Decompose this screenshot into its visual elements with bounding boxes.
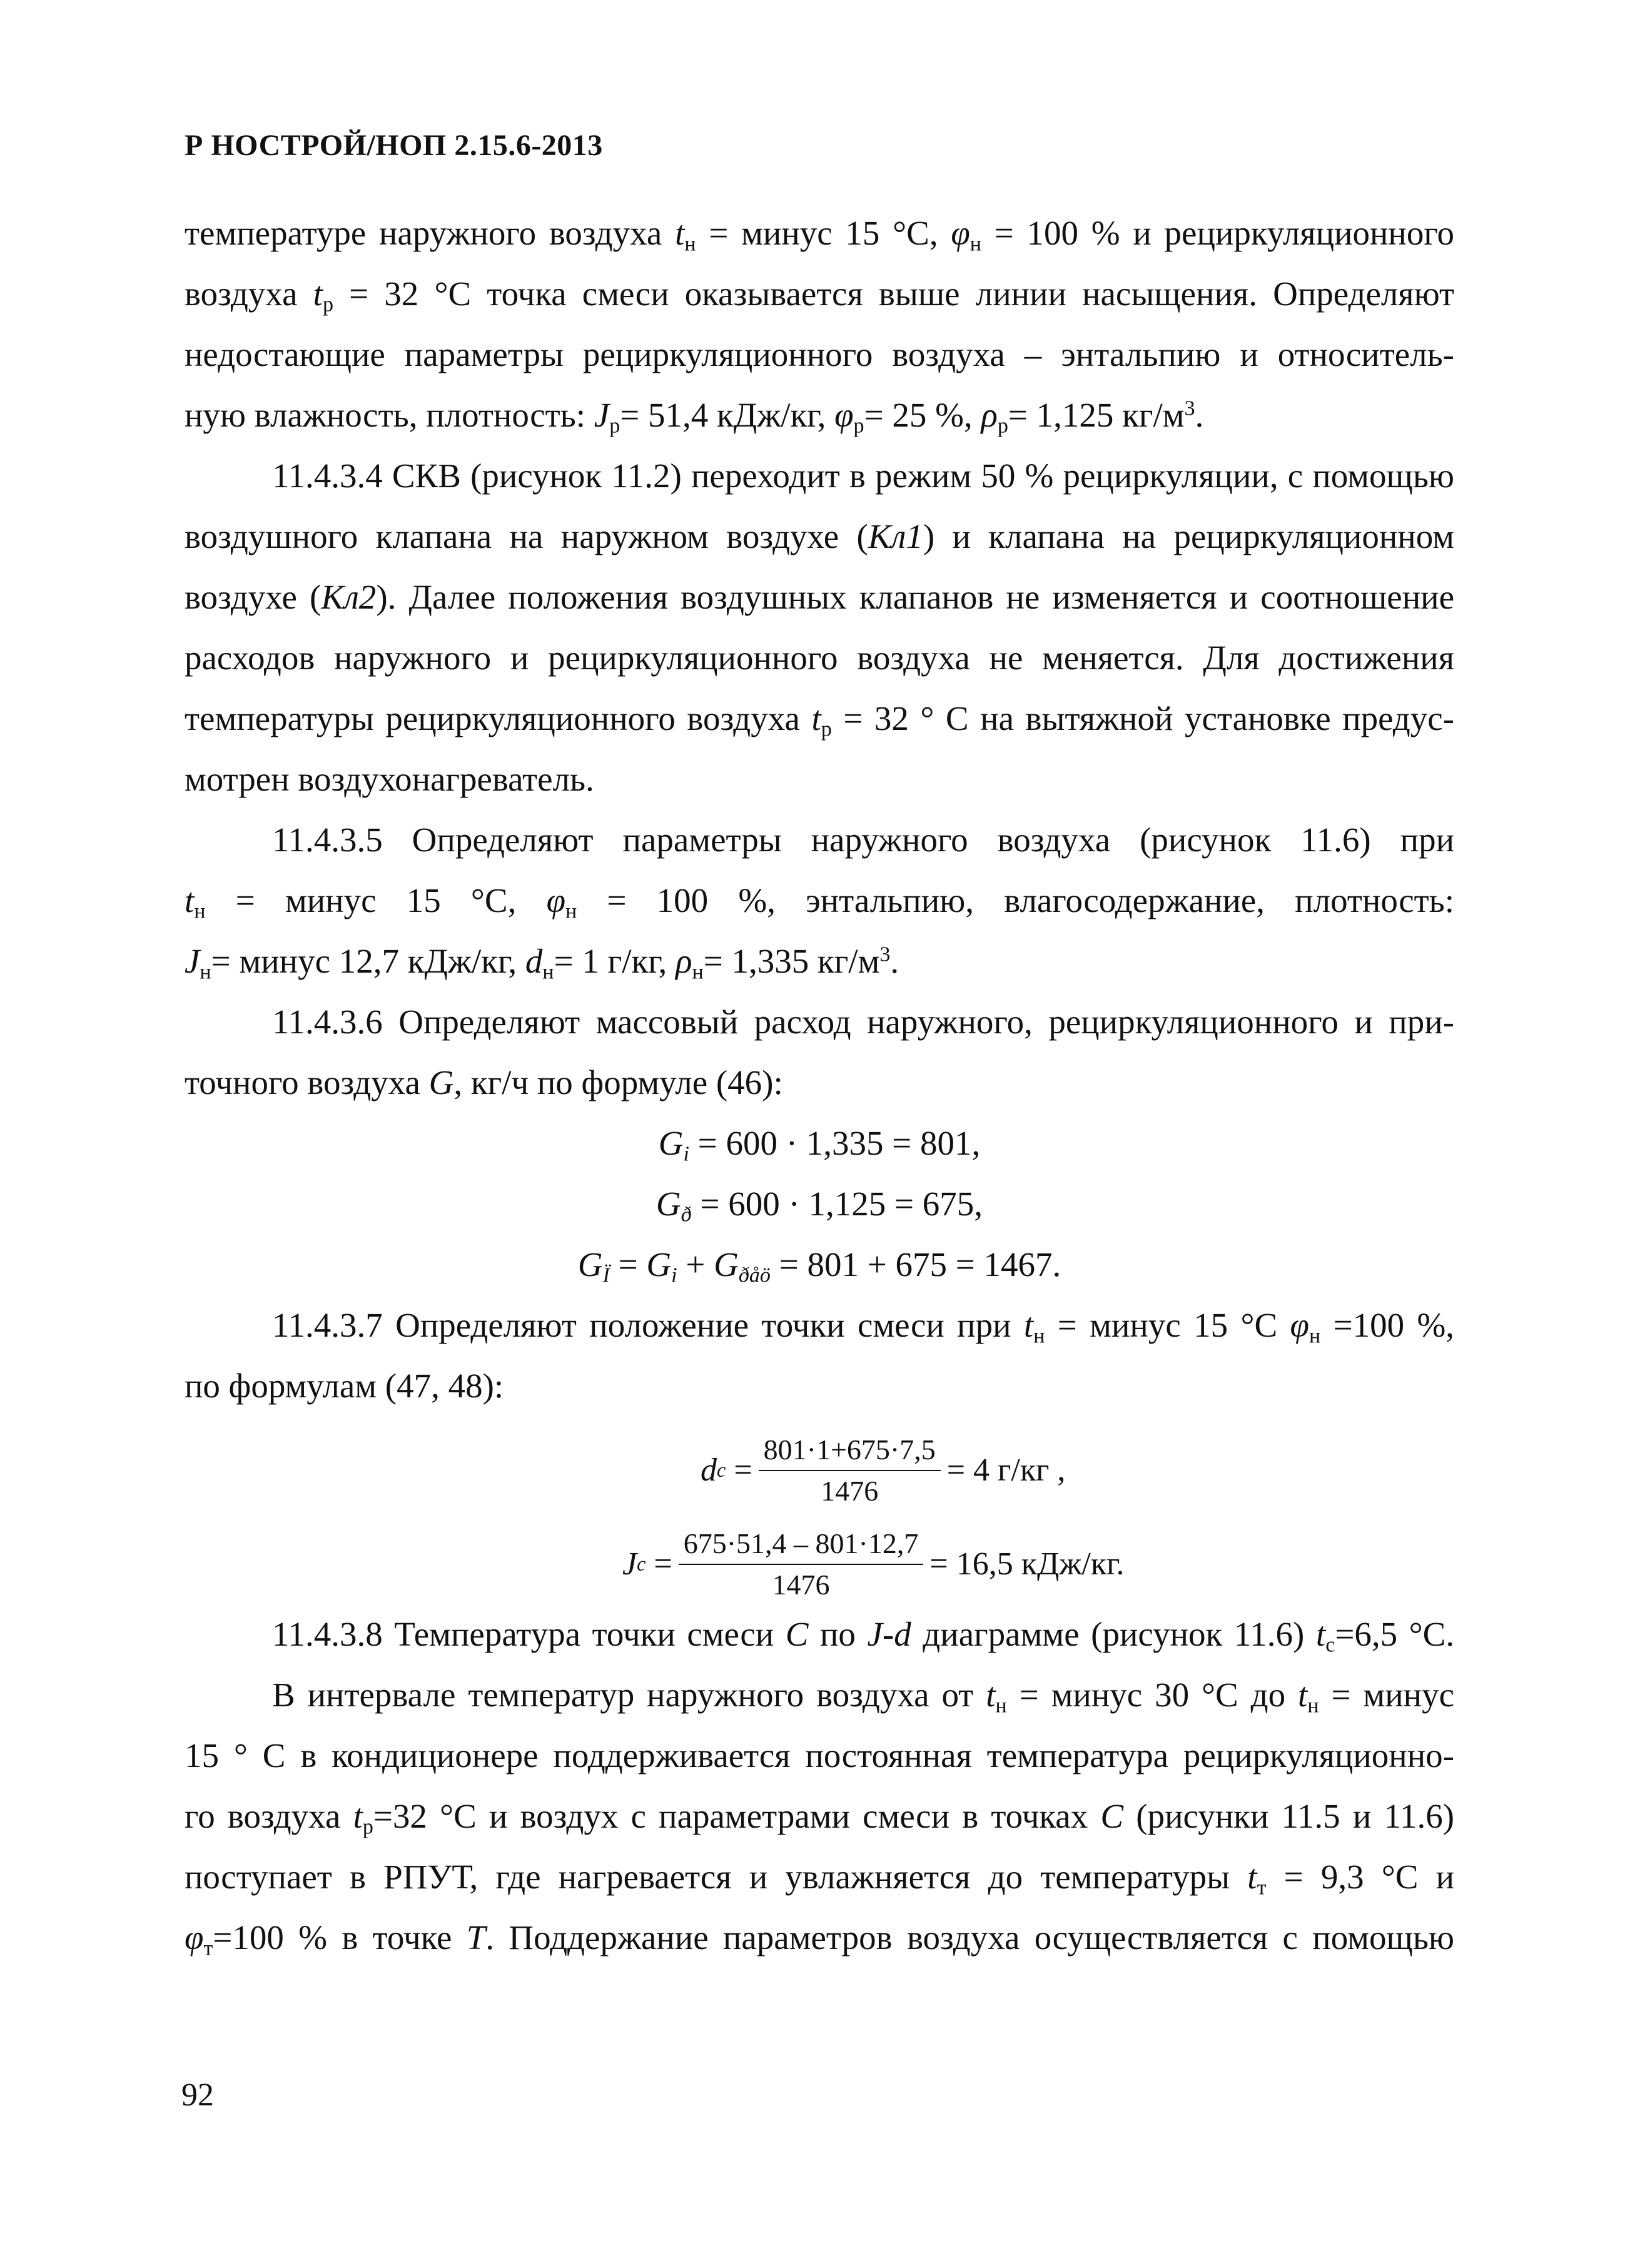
fraction: $\frac{801\cdot 1+675\cdot 7,5}{1476}$ <box>759 1432 941 1507</box>
text-line: $t_н$ = минус 15 °С, $\varphi_н = 100$ %, энтальпию, влагосодержание, плотность: <box>185 881 1455 923</box>
text-line: воздушного клапана на наружном воздухе (Кл1) и клапана на рециркуляционном <box>185 517 1454 555</box>
text-line: ную влажность, плотность: $J_р= 51,4$ кДж/кг, $\varphi_р= 25$ %, $\rho_р= 1,125$ $кг/м^3$. <box>185 396 1204 438</box>
text-line: В интервале температур наружного воздуха от $t_н$ = минус 30 °С до $t_н$ = минус <box>272 1676 1455 1718</box>
text-line: недостающие параметры рециркуляционного воздуха – энтальпию и относитель- <box>185 335 1454 373</box>
text-line: $J_н=$ минус 12,7 кДж/кг, $d_н= 1$ г/кг, $\rho_н= 1,335$ $кг/м^3$. <box>185 942 899 984</box>
formula-g-recirc: $G_ð = 600 \cdot 1,125 = 675$, <box>656 1185 983 1227</box>
formula-jc: J с = $\frac{675\cdot 51,4 - 801\cdot 12,7}{1476}$ = 16,5 кДж/кг. <box>622 1527 1125 1601</box>
page-number: 92 <box>181 2077 214 2113</box>
text-line: 11.4.3.6 Определяют массовый расход наружного, рециркуляционного и при- <box>272 1003 1454 1041</box>
text-line: 11.4.3.5 Определяют параметры наружного воздуха (рисунок 11.6) при <box>272 821 1454 859</box>
formula-g-total: $G_Ï = G_i + G_{ðåö} = 801 + 675 = 1467$. <box>577 1245 1061 1287</box>
text-line: воздуха $t_р = 32$ °С точка смеси оказывается выше линии насыщения. Определяют <box>185 275 1455 316</box>
text-line: температуры рециркуляционного воздуха $t_р = 32$ ° С на вытяжной установке предус- <box>185 699 1455 741</box>
text-line: расходов наружного и рециркуляционного воздуха не меняется. Для достижения <box>185 639 1454 677</box>
text-line: 11.4.3.8 Температура точки смеси C по J-d диаграмме (рисунок 11.6) $t_с=6,5$ °С. <box>272 1615 1455 1657</box>
text-line: воздухе (Кл2). Далее положения воздушных клапанов не изменяется и соотношение <box>185 578 1454 616</box>
text-line: поступает в РПУТ, где нагревается и увлажняется до температуры $t_т = 9,3$ °С и <box>185 1858 1455 1900</box>
text-line: го воздуха $t_р=32$ °С и воздух с параметрами смеси в точках C (рисунки 11.5 и 11.6) <box>185 1797 1455 1839</box>
running-header: Р НОСТРОЙ/НОП 2.15.6-2013 <box>185 129 603 162</box>
formula-dc: d с = $\frac{801\cdot 1+675\cdot 7,5}{1476}$ = 4 г/кг , <box>701 1434 1066 1507</box>
text-line: по формулам (47, 48): <box>185 1367 504 1405</box>
text-line: 11.4.3.4 СКВ (рисунок 11.2) переходит в режим 50 % рециркуляции, с помощью <box>272 457 1454 495</box>
text-line: точного воздуха G, кг/ч по формуле (46): <box>185 1063 783 1101</box>
formula-g-outdoor: $G_i = 600 \cdot 1,335 = 801$, <box>658 1124 981 1166</box>
fraction: $\frac{675\cdot 51,4 - 801\cdot 12,7}{1476}$ <box>679 1526 924 1601</box>
text-line: мотрен воздухонагреватель. <box>185 760 594 798</box>
text-line: $\varphi_т=100$ % в точке T. Поддержание параметров воздуха осуществляется с помощью <box>185 1918 1454 1960</box>
text-line: 11.4.3.7 Определяют положение точки смеси при $t_н$ = минус 15 °С $\varphi_н =100$ %, <box>272 1306 1455 1348</box>
text-line: температуре наружного воздуха $t_н$ = минус 15 °С, $\varphi_н = 100$ % и рециркуляционного <box>185 214 1455 256</box>
text-line: 15 ° С в кондиционере поддерживается постоянная температура рециркуляционно- <box>185 1736 1454 1774</box>
